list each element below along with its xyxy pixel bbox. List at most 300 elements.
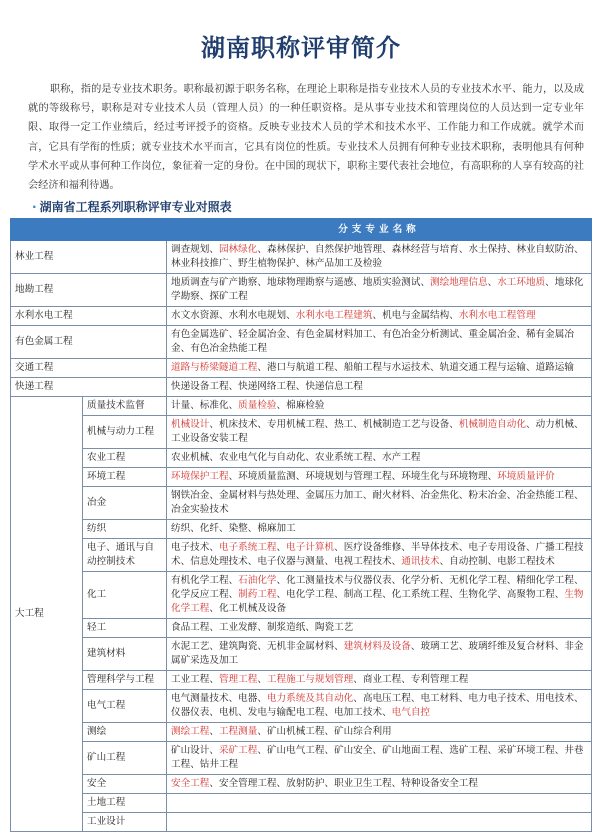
- item-separator: 、: [324, 726, 335, 737]
- item-separator: 、: [257, 641, 267, 652]
- specialty-item: 水利水电工程管理: [458, 310, 536, 321]
- item-separator: 、: [525, 542, 536, 553]
- specialty-item: 广播工程技术: [171, 542, 584, 567]
- subcategory-cell: 轻工: [83, 619, 167, 638]
- item-separator: 、: [506, 244, 517, 255]
- specialty-item: 质量检验: [238, 400, 277, 411]
- subcategory-cell: 机械与动力工程: [83, 416, 167, 449]
- specialty-item: 建筑陶瓷: [218, 641, 258, 652]
- item-separator: 、: [257, 419, 267, 430]
- specialty-cell: [167, 671, 592, 690]
- table-row: [11, 690, 592, 723]
- specialty-item: 有色金属选矿: [171, 329, 229, 340]
- item-separator: 、: [247, 556, 258, 567]
- item-separator: 、: [209, 603, 219, 614]
- specialty-item: 水利水电工程建筑: [295, 310, 373, 321]
- item-separator: 、: [324, 419, 335, 430]
- item-separator: 、: [430, 362, 440, 373]
- item-separator: 、: [209, 778, 219, 789]
- item-separator: 、: [257, 693, 267, 704]
- specialty-item: 高聚物工程: [506, 589, 555, 600]
- item-separator: 、: [305, 622, 315, 633]
- table-row: [11, 416, 592, 449]
- subcategory-cell: 建筑材料: [83, 638, 167, 671]
- specialty-item: 机电与金属结构: [382, 310, 450, 321]
- item-separator: 、: [573, 490, 584, 501]
- item-separator: 、: [238, 707, 248, 718]
- specialty-item: 矿山电气工程: [266, 745, 325, 756]
- specialty-item: 纺织: [171, 523, 191, 534]
- specialty-item: 测绘地理信息: [430, 277, 488, 288]
- table-row: [11, 326, 592, 359]
- category-cell: 有色金属工程: [11, 326, 167, 359]
- item-separator: 、: [286, 310, 296, 321]
- table-row: [11, 794, 592, 813]
- item-separator: 、: [334, 542, 344, 553]
- specialty-item: 建筑材料及设备: [343, 641, 411, 652]
- specialty-item: 工业发酵: [218, 622, 258, 633]
- item-separator: 、: [449, 310, 459, 321]
- specialty-item: 发电与输配电工程: [247, 707, 325, 718]
- item-separator: 、: [554, 641, 565, 652]
- table-row: [11, 742, 592, 775]
- specialty-item: 钢铁冶金: [171, 490, 210, 501]
- specialty-item: 化纤: [199, 523, 219, 534]
- bullet-icon: ·: [32, 200, 37, 214]
- item-separator: 、: [305, 452, 315, 463]
- table-header: 分支专业名称: [167, 219, 592, 241]
- specialty-item: 矿山设计: [171, 745, 210, 756]
- item-separator: 、: [362, 490, 373, 501]
- specialty-item: 探矿工程: [209, 291, 248, 302]
- table-row: [11, 449, 592, 468]
- subcategory-cell: 环境工程: [83, 468, 167, 487]
- specialty-item: 电子系统工程: [218, 542, 277, 553]
- specialty-item: 有色金属材料加工: [295, 329, 373, 340]
- table-row: [11, 487, 592, 520]
- header-blank: [11, 219, 167, 241]
- specialty-item: 用电技术: [535, 693, 574, 704]
- item-separator: 、: [439, 556, 450, 567]
- specialty-cell: [167, 487, 592, 520]
- specialty-cell: [167, 326, 592, 359]
- item-separator: 、: [458, 490, 469, 501]
- category-cell: 大工程: [11, 397, 83, 832]
- specialty-item: 电机: [218, 707, 239, 718]
- specialty-cell: [167, 416, 592, 449]
- specialty-cell: [167, 274, 592, 307]
- item-separator: 、: [257, 745, 267, 756]
- table-row: [11, 274, 592, 307]
- specialty-item: 冶金热能工程: [516, 490, 574, 501]
- category-cell: 快递工程: [11, 378, 167, 397]
- specialty-item: 道路运输: [535, 362, 574, 373]
- item-separator: 、: [449, 589, 459, 600]
- item-separator: 、: [353, 693, 363, 704]
- item-separator: 、: [276, 778, 287, 789]
- specialty-item: 电子仪器与测量: [257, 556, 325, 567]
- item-separator: 、: [209, 419, 219, 430]
- item-separator: 、: [324, 707, 335, 718]
- specialty-item: 地质实验测试: [362, 277, 421, 288]
- specialty-item: 粉末冶金: [468, 490, 507, 501]
- item-separator: 、: [257, 674, 267, 685]
- specialty-item: 港口与航道工程: [266, 362, 335, 373]
- specialty-item: 野生植物保护: [238, 258, 296, 269]
- item-separator: 、: [410, 490, 421, 501]
- specialty-item: 特种设备安全工程: [401, 778, 478, 789]
- item-separator: 、: [439, 745, 450, 756]
- specialty-item: 地质调查与矿产勘察: [171, 277, 258, 288]
- specialty-item: 调查规划: [171, 244, 210, 255]
- item-separator: 、: [458, 542, 469, 553]
- item-separator: 、: [525, 419, 536, 430]
- specialty-item: 动力机械: [535, 419, 574, 430]
- specialty-item: 棉麻检验: [286, 400, 325, 411]
- category-cell: 交通工程: [11, 359, 167, 378]
- specialty-item: 林业科技推广: [171, 258, 229, 269]
- specialty-item: 计量: [171, 400, 191, 411]
- specialty-item: 玻璃纤维及复合材料: [468, 641, 555, 652]
- item-separator: 、: [487, 556, 498, 567]
- item-separator: 、: [401, 542, 411, 553]
- item-separator: 、: [295, 258, 306, 269]
- item-separator: 、: [180, 343, 191, 354]
- specialty-item: 农业机械: [171, 452, 210, 463]
- subcategory-cell: 电气工程: [83, 690, 167, 723]
- specialty-item: 电器: [238, 693, 258, 704]
- item-separator: 、: [295, 471, 306, 482]
- item-separator: 、: [257, 244, 267, 255]
- specialty-item: 林业自蚁防治: [516, 244, 574, 255]
- specialty-cell: [167, 397, 592, 416]
- specialty-cell: [167, 572, 592, 619]
- specialty-item: 农业系统工程: [314, 452, 373, 463]
- table-row: [11, 775, 592, 794]
- specialty-item: 制浆造纸: [266, 622, 306, 633]
- item-separator: 、: [573, 575, 584, 586]
- item-separator: 、: [487, 277, 498, 288]
- item-separator: 、: [458, 329, 469, 340]
- item-separator: 、: [353, 277, 363, 288]
- specialty-item: 生物化学工程: [171, 589, 584, 614]
- specialty-item: 管理工程: [218, 674, 258, 685]
- item-separator: 、: [209, 674, 219, 685]
- subcategory-cell: 管理科学与工程: [83, 671, 167, 690]
- item-separator: 、: [353, 674, 363, 685]
- subcategory-cell: 农业工程: [83, 449, 167, 468]
- specialty-item: 机械制造自动化: [458, 419, 526, 430]
- specialty-cell: [167, 742, 592, 775]
- item-separator: 、: [276, 589, 287, 600]
- specialty-item: 环境规划与管理工程: [305, 471, 392, 482]
- item-separator: 、: [372, 745, 383, 756]
- item-separator: 、: [334, 362, 344, 373]
- specialty-item: 钻井工程: [199, 759, 239, 770]
- specialty-item: 机械设计: [171, 419, 210, 430]
- subcategory-cell: 测绘: [83, 723, 167, 742]
- item-separator: 、: [228, 575, 239, 586]
- item-separator: 、: [353, 419, 363, 430]
- specialty-item: 无机化学工程: [449, 575, 507, 586]
- specialty-item: 金属压力加工: [305, 490, 363, 501]
- specialty-item: 地球化学勘察: [171, 277, 584, 302]
- specialty-item: 采矿工程: [218, 745, 258, 756]
- subcategory-cell: 纺织: [83, 520, 167, 539]
- specialty-item: 自然保护地管理: [314, 244, 383, 255]
- specialty-item: 森林经营与培育: [391, 244, 459, 255]
- item-separator: 、: [372, 452, 383, 463]
- specialty-item: 无机非金属材料: [266, 641, 335, 652]
- item-separator: 、: [487, 471, 498, 482]
- item-separator: 、: [257, 726, 267, 737]
- specialty-item: 电力电子技术: [468, 693, 526, 704]
- table-row: [11, 539, 592, 572]
- item-separator: 、: [382, 244, 392, 255]
- specialty-item: 职业卫生工程: [334, 778, 392, 789]
- item-separator: 、: [439, 575, 450, 586]
- table-row: [11, 378, 592, 397]
- specialty-item: 水利水电规划: [228, 310, 287, 321]
- item-separator: 、: [209, 745, 219, 756]
- item-separator: 、: [257, 362, 267, 373]
- item-separator: 、: [334, 589, 344, 600]
- subcategory-cell: 工业设计: [83, 813, 167, 832]
- specialty-item: 水泥工艺: [171, 641, 210, 652]
- item-separator: 、: [391, 575, 402, 586]
- specialty-cell: [167, 813, 592, 832]
- specialty-cell: [167, 690, 592, 723]
- specialty-item: 有色冶金分析测试: [382, 329, 459, 340]
- item-separator: 、: [209, 452, 219, 463]
- specialty-item: 冶金实验技术: [171, 504, 229, 515]
- item-separator: 、: [573, 419, 584, 430]
- specialty-item: 水工环地质: [497, 277, 546, 288]
- specialty-item: 森林保护: [266, 244, 306, 255]
- specialty-cell: [167, 378, 592, 397]
- item-separator: 、: [228, 400, 239, 411]
- specialty-item: 陶瓷工艺: [314, 622, 354, 633]
- item-separator: 、: [554, 745, 565, 756]
- specialty-item: 自动控制: [449, 556, 488, 567]
- item-separator: 、: [190, 523, 200, 534]
- specialty-item: 化工测量技术与仪器仪表: [286, 575, 392, 586]
- table-row: [11, 572, 592, 619]
- item-separator: 、: [276, 542, 287, 553]
- specialty-item: 电气自控: [391, 707, 431, 718]
- item-separator: 、: [209, 542, 219, 553]
- specialty-item: 冶金焦化: [420, 490, 459, 501]
- subcategory-cell: 质量技术监督: [83, 397, 167, 416]
- item-separator: 、: [449, 419, 459, 430]
- specialty-item: 高电压工程: [362, 693, 411, 704]
- item-separator: 、: [190, 759, 200, 770]
- specialty-item: 半导体技术: [410, 542, 459, 553]
- specialty-item: 矿山机械工程: [266, 726, 325, 737]
- specialty-item: 测绘工程: [171, 726, 210, 737]
- item-separator: 、: [525, 362, 536, 373]
- table-row: [11, 723, 592, 742]
- item-separator: 、: [458, 693, 469, 704]
- specialty-item: 信息处理技术: [190, 556, 248, 567]
- specialty-item: 环境质量监测: [238, 471, 296, 482]
- specialty-item: 工程施工与规划管理: [266, 674, 354, 685]
- table-row: [11, 520, 592, 539]
- item-separator: 、: [391, 778, 402, 789]
- specialty-item: 生物化学: [458, 589, 498, 600]
- specialty-item: 林产品加工及检验: [305, 258, 383, 269]
- item-separator: 、: [391, 471, 402, 482]
- table-row: [11, 619, 592, 638]
- specialty-item: 化工系统工程: [391, 589, 450, 600]
- item-separator: 、: [382, 707, 392, 718]
- specialty-item: 电工材料: [420, 693, 459, 704]
- item-separator: 、: [573, 693, 584, 704]
- specialty-item: 化学反应工程: [171, 589, 229, 600]
- category-cell: 地勘工程: [11, 274, 167, 307]
- item-separator: 、: [554, 589, 565, 600]
- specialty-item: 道路与桥梁隧道工程: [171, 362, 258, 373]
- specialty-item: 染整: [228, 523, 248, 534]
- item-separator: 、: [199, 291, 210, 302]
- item-separator: 、: [209, 707, 219, 718]
- specialty-item: 矿山安全: [334, 745, 373, 756]
- item-separator: 、: [295, 381, 306, 392]
- specialty-item: 水土保持: [468, 244, 507, 255]
- specialty-table: [10, 218, 592, 832]
- item-separator: 、: [209, 490, 219, 501]
- specialty-item: 环境生化与环境物理: [401, 471, 488, 482]
- item-separator: 、: [506, 575, 517, 586]
- specialty-item: 专用机械工程: [266, 419, 325, 430]
- item-separator: 、: [401, 674, 411, 685]
- specialty-item: 电影工程技术: [497, 556, 555, 567]
- specialty-item: 标准化: [199, 400, 229, 411]
- intro-paragraph: 职称，指的是专业技术职务。职称最初源于职务名称，在理论上职称是指专业技术人员的专业技术水平、能力，以及成就的等级称号，职称是对专业技术人员（管理人员）的一种任职资格。是从事专业技术和管理岗位的人员达到一定专业年限、取得一定工作业绩后，经过考评授予的资格。反映专业技术人员的学术和技术水平、工作能力和工作成就。就学术而言，它具有学衔的性质；就专业技术水平而言，它具有岗位的性质。专业技术人员拥有何种专业技术职称，表明他具有何种学术水平或从事何种工作岗位，象征着一定的身份。在中国的现状下，职称主要代表社会地位，有高职称的人享有较高的社会经济和福利待遇。: [28, 84, 584, 192]
- specialty-item: 商业工程: [362, 674, 402, 685]
- item-separator: 、: [209, 244, 219, 255]
- specialty-item: 地球物理勘察与遥感: [266, 277, 354, 288]
- table-row: [11, 671, 592, 690]
- specialty-item: 快递信息工程: [305, 381, 363, 392]
- item-separator: 、: [410, 693, 421, 704]
- specialty-item: 棉麻加工: [257, 523, 296, 534]
- specialty-item: 电子技术: [171, 542, 210, 553]
- specialty-item: 快递设备工程: [171, 381, 229, 392]
- item-separator: 、: [458, 244, 469, 255]
- specialty-item: 矿山地面工程: [382, 745, 440, 756]
- specialty-item: 快递网络工程: [238, 381, 296, 392]
- specialty-item: 工业设备安装工程: [171, 433, 248, 444]
- specialty-item: 园林绿化: [218, 244, 258, 255]
- item-separator: 、: [372, 310, 383, 321]
- table-row: [11, 813, 592, 832]
- specialty-item: 轻金属冶金: [238, 329, 287, 340]
- specialty-item: 热工: [334, 419, 354, 430]
- item-separator: 、: [228, 693, 239, 704]
- item-separator: 、: [228, 258, 239, 269]
- subcategory-cell: 土地工程: [83, 794, 167, 813]
- specialty-item: 井巷工程: [171, 745, 584, 770]
- specialty-item: 水产工程: [382, 452, 421, 463]
- specialty-item: 机械制造工艺与设备: [362, 419, 450, 430]
- item-separator: 、: [247, 523, 258, 534]
- item-separator: 、: [209, 726, 219, 737]
- specialty-item: 耐火材料: [372, 490, 411, 501]
- table-row: [11, 359, 592, 378]
- item-separator: 、: [257, 277, 267, 288]
- specialty-item: 工程测量: [218, 726, 258, 737]
- item-separator: 、: [382, 589, 392, 600]
- specialty-cell: [167, 619, 592, 638]
- item-separator: 、: [525, 693, 536, 704]
- page-title: 湖南职称评审简介: [201, 34, 401, 62]
- specialty-item: 精细化学工程: [516, 575, 574, 586]
- specialty-cell: [167, 359, 592, 378]
- item-separator: 、: [190, 400, 200, 411]
- specialty-item: 轨道交通工程与运输: [439, 362, 526, 373]
- item-separator: 、: [209, 641, 219, 652]
- specialty-item: 放射防护: [286, 778, 325, 789]
- specialty-item: 机床技术: [218, 419, 258, 430]
- specialty-item: 农业电气化与自动化: [218, 452, 306, 463]
- specialty-cell: [167, 307, 592, 326]
- table-subtitle-text: 湖南省工程系列职称评审专业对照表: [39, 200, 232, 214]
- specialty-item: 化学分析: [401, 575, 440, 586]
- specialty-cell: [167, 775, 592, 794]
- table-header-row: [11, 219, 592, 241]
- item-separator: 、: [276, 400, 287, 411]
- specialty-item: 医疗设备维修: [343, 542, 402, 553]
- category-cell: 水利水电工程: [11, 307, 167, 326]
- category-cell: 林业工程: [11, 241, 167, 274]
- item-separator: 、: [324, 556, 335, 567]
- specialty-cell: [167, 794, 592, 813]
- table-row: [11, 468, 592, 487]
- specialty-item: 制高工程: [343, 589, 383, 600]
- item-separator: 、: [295, 490, 306, 501]
- table-row: [11, 638, 592, 671]
- item-separator: 、: [573, 244, 584, 255]
- specialty-cell: [167, 468, 592, 487]
- specialty-item: 电视工程技术: [334, 556, 392, 567]
- specialty-item: 电子计算机: [286, 542, 335, 553]
- specialty-item: 电气测量技术: [171, 693, 229, 704]
- specialty-item: 电加工技术: [334, 707, 383, 718]
- table-row: [11, 307, 592, 326]
- item-separator: 、: [516, 329, 526, 340]
- item-separator: 、: [180, 556, 191, 567]
- item-separator: 、: [276, 575, 287, 586]
- item-separator: 、: [228, 381, 239, 392]
- specialty-item: 矿山综合利用: [334, 726, 392, 737]
- subcategory-cell: 化工: [83, 572, 167, 619]
- specialty-item: 有色冶金热能工程: [190, 343, 267, 354]
- item-separator: 、: [391, 556, 402, 567]
- specialty-item: 电子专用设备: [468, 542, 526, 553]
- subcategory-cell: 矿山工程: [83, 742, 167, 775]
- subcategory-cell: 冶金: [83, 487, 167, 520]
- subcategory-cell: 电子、通讯与自动控制技术: [83, 539, 167, 572]
- specialty-item: 安全工程: [171, 778, 210, 789]
- specialty-item: 安全管理工程: [218, 778, 277, 789]
- item-separator: 、: [257, 622, 267, 633]
- specialty-item: 船舶工程与水运技术: [343, 362, 431, 373]
- specialty-item: 环境质量评价: [497, 471, 555, 482]
- specialty-item: 有机化学工程: [171, 575, 229, 586]
- item-separator: 、: [506, 490, 517, 501]
- specialty-item: 工业工程: [171, 674, 210, 685]
